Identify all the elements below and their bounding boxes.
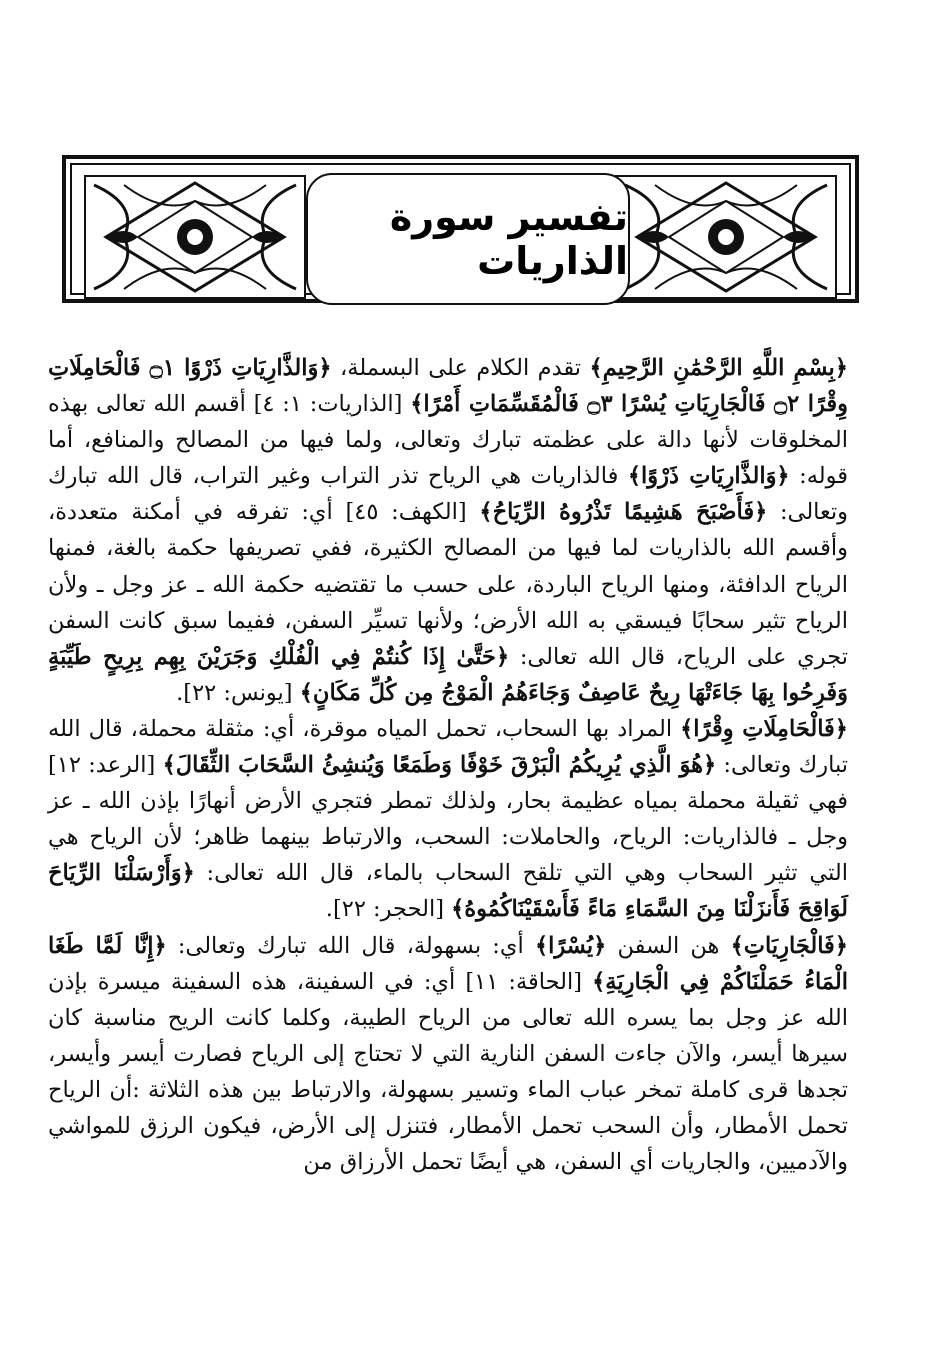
quran-verse: ﴿وَأَرْسَلْنَا الرِّيَاحَ لَوَاقِحَ فَأَنزَلْنَا مِنَ السَّمَاءِ مَاءً فَأَسْقَيْنَاكُمُوهُ﴾ xyxy=(48,860,848,923)
left-arabesque-ornament xyxy=(84,175,306,299)
quran-verse: ﴿حَتَّىٰ إِذَا كُنتُمْ فِي الْفُلْكِ وَجَرَيْنَ بِهِم بِرِيحٍ طَيِّبَةٍ وَفَرِحُوا بِهَا جَاءَتْهَا رِيحٌ عَاصِفٌ وَجَاءَهُمُ الْمَوْجُ مِن كُلِّ مَكَانٍ﴾ xyxy=(48,643,848,706)
quran-verse: ﴿فَالْجَارِيَاتِ﴾ xyxy=(730,932,848,959)
commentary-text: فالذاريات هي الرياح تذر التراب وغير التراب، قال الله تبارك وتعالى: xyxy=(48,463,849,526)
commentary-text: أي: بسهولة، قال الله تبارك وتعالى: xyxy=(166,932,535,959)
commentary-text: [الذاريات: ١: ٤] أقسم الله تعالى بهذه المخلوقات لأنها دالة على عظمته تبارك وتعالى، ولما فيها من المصالح والمنافع، أما قوله: xyxy=(48,391,849,490)
body-text xyxy=(48,350,848,1180)
chapter-header-frame xyxy=(62,155,859,303)
quran-verse: ﴿وَالذَّارِيَاتِ ذَرْوًا ۝١ فَالْحَامِلَاتِ وِقْرًا ۝٢ فَالْجَارِيَاتِ يُسْرًا ۝٣ فَالْمُقَسِّمَاتِ أَمْرًا﴾ xyxy=(48,355,849,418)
title-cartouche xyxy=(306,173,630,305)
commentary-text: هن السفن xyxy=(606,932,731,959)
quran-verse: ﴿إِنَّا لَمَّا طَغَا الْمَاءُ حَمَلْنَاكُمْ فِي الْجَارِيَةِ﴾ xyxy=(48,932,848,995)
chapter-title: تفسير سورة الذاريات xyxy=(389,195,628,283)
commentary-text: تقدم الكلام على البسملة، xyxy=(331,355,590,381)
commentary-text: [الكهف: ٤٥] أي: تفرقه في أمكنة متعددة، وأقسم الله بالذاريات لما فيها من المصالح الكثيرة، ففي تصريفها حكمة بالغة، فمنها الرياح الدافئة، ومنها الرياح الباردة، على حسب ما تقتضيه حكمة الله ـ عز وجل ـ ولأن الرياح تثير سحابًا فيسقي به الله الأرض؛ ولأنها تسيِّر السفن، ففيما سبق كانت السفن تجري على الرياح، قال الله تعالى: xyxy=(48,499,848,670)
quran-verse: ﴿فَأَصْبَحَ هَشِيمًا تَذْرُوهُ الرِّيَاحُ﴾ xyxy=(479,499,768,526)
paragraph xyxy=(48,711,848,928)
right-arabesque-ornament xyxy=(615,175,837,299)
commentary-text: [الحاقة: ١١] أي: في السفينة، هذه السفينة ميسرة بإذن الله عز وجل بما يسره الله تعالى من الرياح الطيبة، وكلما كانت الريح مناسبة كان سيرها أيسر، والآن جاءت السفن النارية التي لا تحتاج إلى الرياح فصارت أيسر وأيسر، تجدها قرى كاملة تمخر عباب الماء وتسير بسهولة، والارتباط بين هذه الثلاثة :أن الرياح تحمل الأمطار، وأن السحب تحمل الأمطار، فتنزل إلى الأرض، فيكون الرزق للمواشي والآدميين، والجاريات أي السفن، هي أيضًا تحمل الأرزاق من xyxy=(48,968,848,1176)
commentary-text: [الرعد: ١٢] فهي ثقيلة محملة بمياه عظيمة بحار، ولذلك تمطر فتجري الأرض أنهارًا بإذن الله ـ عز وجل ـ فالذاريات: الرياح، والحاملات: السحب، والارتباط بينهما ظاهر؛ لأن الرياح هي التي تثير السحاب وهي التي تلقح السحاب بالماء، قال الله تعالى: xyxy=(48,752,848,887)
paragraph xyxy=(48,928,848,1181)
quran-verse: ﴿وَالذَّارِيَاتِ ذَرْوًا﴾ xyxy=(627,463,790,490)
commentary-text: [الحجر: ٢٢]. xyxy=(325,896,452,923)
commentary-text: المراد بها السحاب، تحمل المياه موقرة، أي: مثقلة محملة، قال الله تبارك وتعالى: xyxy=(48,715,848,779)
quran-verse: ﴿يُسْرًا﴾ xyxy=(534,932,607,959)
quran-verse: ﴿بِسْمِ اللَّهِ الرَّحْمَٰنِ الرَّحِيمِ﴾ xyxy=(589,355,848,381)
header-inner-border xyxy=(70,163,851,295)
commentary-text: [يونس: ٢٢]. xyxy=(176,679,300,706)
paragraph xyxy=(48,350,848,711)
quran-verse: ﴿فَالْحَامِلَاتِ وِقْرًا﴾ xyxy=(680,715,848,742)
quran-verse: ﴿هُوَ الَّذِي يُرِيكُمُ الْبَرْقَ خَوْفًا وَطَمَعًا وَيُنشِئُ السَّحَابَ الثِّقَالَ﴾ xyxy=(162,752,717,779)
